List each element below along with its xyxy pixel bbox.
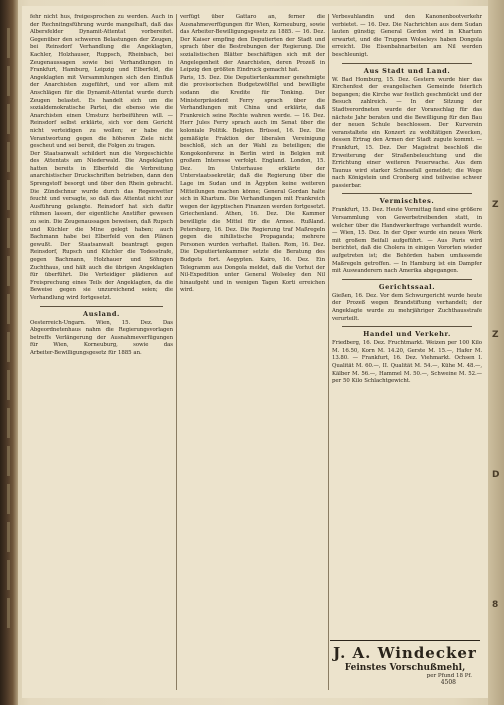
right-column: [332, 14, 482, 642]
page-folio: 4508: [440, 679, 456, 686]
section-vermischtes-text: Frankfurt, 15. Dez. Heute Vormittag fand eine größere Versammlung von Gewerbetreibenden statt, in welcher über die Handwerkerfrage verhandelt wurde. — Wien, 15. Dez. In der Oper wurde ein neues Werk mit großem Beifall aufgeführt. — Aus Paris wird berichtet, daß die Cholera in einigen Vororten wieder aufgetreten ist; die Behörden haben umfassende Maßregeln getroffen. — In Hamburg ist ein Dampfer mit Auswanderern nach Amerika abgegangen.: [332, 207, 482, 275]
section-heading-vermischtes: Vermischtes.: [379, 197, 435, 206]
column-rule: [176, 14, 177, 690]
section-divider: [342, 63, 472, 64]
left-column-top-text: fehr nicht hus, freigesprochen zu werden. Auch in der Rechnitngsführung wurde mangelhaft, daß das Albersfelder Dynamit‑Attentat vorbereitet. Gegenüber den schweren Belastungen der Zeugen, bei Reinsdorf Verhandlung die Angeklagten, Kachler, Holzhauser, Ruppsch, Rheinbach, bei Zeugenaussagen sowie bei Verhandlungen in Frankfurt, Hamburg, Leipzig und Elberfeld, die Angeklagten mit Versammlungen sich den Einfluß der Anarchisten zugeführt, und vor allem mit Anschlägen für die Dynamit‑Attentat wurde durch Zeugen belastet. Es handelt sich um die sozialdemokratische Partei, die ebenso wie die Anarchisten einen Umsturz herbeiführen will. — Reinsdorf selbst erklärte, sich vor dem Gericht nicht verteidigen zu wollen; er habe die Verantwortung gegen die höheren Ziele nicht gescheut und sei bereit, die Folgen zu tragen.: [30, 14, 173, 150]
left-column: [30, 14, 173, 690]
advertisement-product: Feinstes Vorschußmehl,: [344, 663, 466, 673]
right-column-top-text: Verbesuhlandin und den Kanonenbootverkehr verbietet. — 16. Dez. Die Nachrichten aus dem Sudan lauten günstig; General Gordon wird in Khartum erwartet, und die Truppen Wolseleys haben Dongola erreicht. Die Eisenbahnarbeiten am Nil werden beschleunigt.: [332, 14, 482, 58]
advertisement-price: per Pfund 18 Pf.: [426, 673, 472, 679]
section-divider: [40, 306, 163, 307]
advertiser-name: J. A. Windecker: [333, 644, 477, 662]
section-divider: [342, 193, 472, 194]
middle-column: [180, 14, 325, 690]
next-page-edge: Z Z D 8: [488, 0, 504, 705]
binding-marks: [2, 20, 16, 680]
section-divider: [342, 326, 472, 327]
section-handel-text: Friedberg, 16. Dez. Fruchtmarkt. Weizen per 100 Kilo M. 16.50, Korn M. 14.20, Gerste M. 15.—, Hafer M. 13.80. — Frankfurt, 16. Dez. Viehmarkt. Ochsen I. Qualität M. 60.—, II. Qualität M. 54.—, Kühe M. 48.—, Kälber M. 56.—, Hammel M. 50.—, Schweine M. 52.— per 50 Kilo Schlachtgewicht.: [332, 340, 482, 385]
section-gerichtssaal-text: Gießen, 16. Dez. Vor dem Schwurgericht wurde heute der Prozeß wegen Brandstiftung verhandelt; der Angeklagte wurde zu mehrjähriger Zuchthausstrafe verurteilt.: [332, 292, 482, 322]
section-heading-handel: Handel und Verkehr.: [363, 330, 451, 339]
left-column-mid-text: Der Staatsanwalt schildert nun die Vorgeschichte des Attentats am Niederwald. Die Angeklagten hatten bereits in Elberfeld die Verbreitung anarchistischer Druckschriften betrieben, dann den Sprengstoff besorgt und über den Rhein gebracht. Die Zündschnur wurde durch das Regenwetter feucht und versagte, so daß das Attentat nicht zur Ausführung gelangte. Reinsdorf hat sich dafür rühmen lassen, der eigentliche Anstifter gewesen zu sein. Die Zeugenaussagen beweisen, daß Rupsch und Küchler die Mine gelegt haben; auch Bachmann habe bei Elberfeld von den Plänen gewußt. Der Staatsanwalt beantragt gegen Reinsdorf, Rupsch und Küchler die Todesstrafe, gegen Bachmann, Holzhauer und Söhngen Zuchthaus, und hält auch die übrigen Angeklagten für überführt. Die Verteidiger plädieren auf Freisprechung eines Teils der Angeklagten, da die Beweise gegen sie unzureichend seien; die Verhandlung wird fortgesetzt.: [30, 150, 173, 301]
middle-column-top-text: verfügt über Gattaro an, ferner die Ausnahmeverfügungen für Wien, Korneuburg, sowie das Arbeiter‑Bewilligungsgesetz zu 1885. — 16. Dez. Der Kaiser empfing den Deputierten der Stadt und sprach über die Bestrebungen der Regierung. Die sozialistischen Blätter beschäftigen sich mit der Angelegenheit der Anarchisten, deren Prozeß in Leipzig den größten Eindruck gemacht hat.: [180, 14, 325, 74]
section-heading-gerichtssaal: Gerichtssaal.: [378, 282, 436, 291]
middle-column-body-text: Paris, 15. Dez. Die Deputiertenkammer genehmigte die provisorischen Budgetzwölftel und bewilligte sodann die Kredite für Tonking. Der Ministerpräsident Ferry sprach über die Verhandlungen mit China und erklärte, daß Frankreich seine Rechte wahren werde. — 16. Dez. Herr Jules Ferry sprach auch im Senat über die koloniale Politik. Belgien. Brüssel, 16. Dez. Die gemäßigte Fraktion der liberalen Vereinigung beschloß, sich an der Wahl zu beteiligen; die Kongokonferenz in Berlin wird in Belgien mit großem Interesse verfolgt. England. London, 15. Dez. Im Unterhause erklärte der Unterstaatssekretär, daß die Regierung über die Lage im Sudan und in Ägypten keine weiteren Mitteilungen machen könne; General Gordan halte sich in Khartum. Die Verhandlungen mit Frankreich wegen der ägyptischen Finanzen werden fortgesetzt. Griechenland. Athen, 16. Dez. Die Kammer bewilligte die Mittel für die Armee. Rußland. Petersburg, 16. Dez. Die Regierung traf Maßregeln gegen die nihilistische Propaganda; mehrere Personen wurden verhaftet. Italien. Rom, 16. Dez. Die Deputiertenkammer setzte die Beratung des Budgets fort. Aegypten. Kairo, 16. Dez. Ein Telegramm aus Dongola meldet, daß die Vorhut der Nil‑Expedition unter General Wolseley den Nil hinaufgeht und in wenigen Tagen Korti erreichen wird.: [180, 74, 325, 294]
section-heading-stadt-land: Aus Stadt und Land.: [363, 66, 451, 75]
advertisement-box: [330, 640, 480, 683]
section-ausland-text: Oesterreich‑Ungarn. Wien, 15. Dez. Das Abgeordnetenhaus nahm die Regierungsvorlagen betreffs Verlängerung der Ausnahmeverfügungen für Wien, Korneuburg, sowie das Arbeiter‑Bewilligungsgesetz für 1885 an.: [30, 319, 173, 356]
book-binding: [0, 0, 18, 705]
newspaper-page: [22, 6, 488, 698]
section-stadt-land-text: W. Bad Homburg, 15. Dez. Gestern wurde hier das Kirchenfest der evangelischen Gemeinde feierlich begangen; die Kirche war festlich geschmückt und der Besuch zahlreich. — In der Sitzung der Stadtverordneten wurde der Voranschlag für das nächste Jahr beraten und die Bewilligung für den Bau der neuen Schule beschlossen. Der Kurverein veranstaltete ein Konzert zu wohltätigen Zwecken, dessen Ertrag den Armen der Stadt zugute kommt. — Frankfurt, 15. Dez. Der Magistrat beschloß die Erweiterung der Straßenbeleuchtung und die Errichtung einer weiteren Feuerwache. Aus dem Taunus wird starker Schneefall gemeldet; die Wege nach Königstein und Cronberg sind teilweise schwer passierbar.: [332, 76, 482, 189]
column-rule: [328, 14, 329, 690]
section-heading-ausland: Ausland.: [83, 309, 120, 318]
section-divider: [342, 279, 472, 280]
